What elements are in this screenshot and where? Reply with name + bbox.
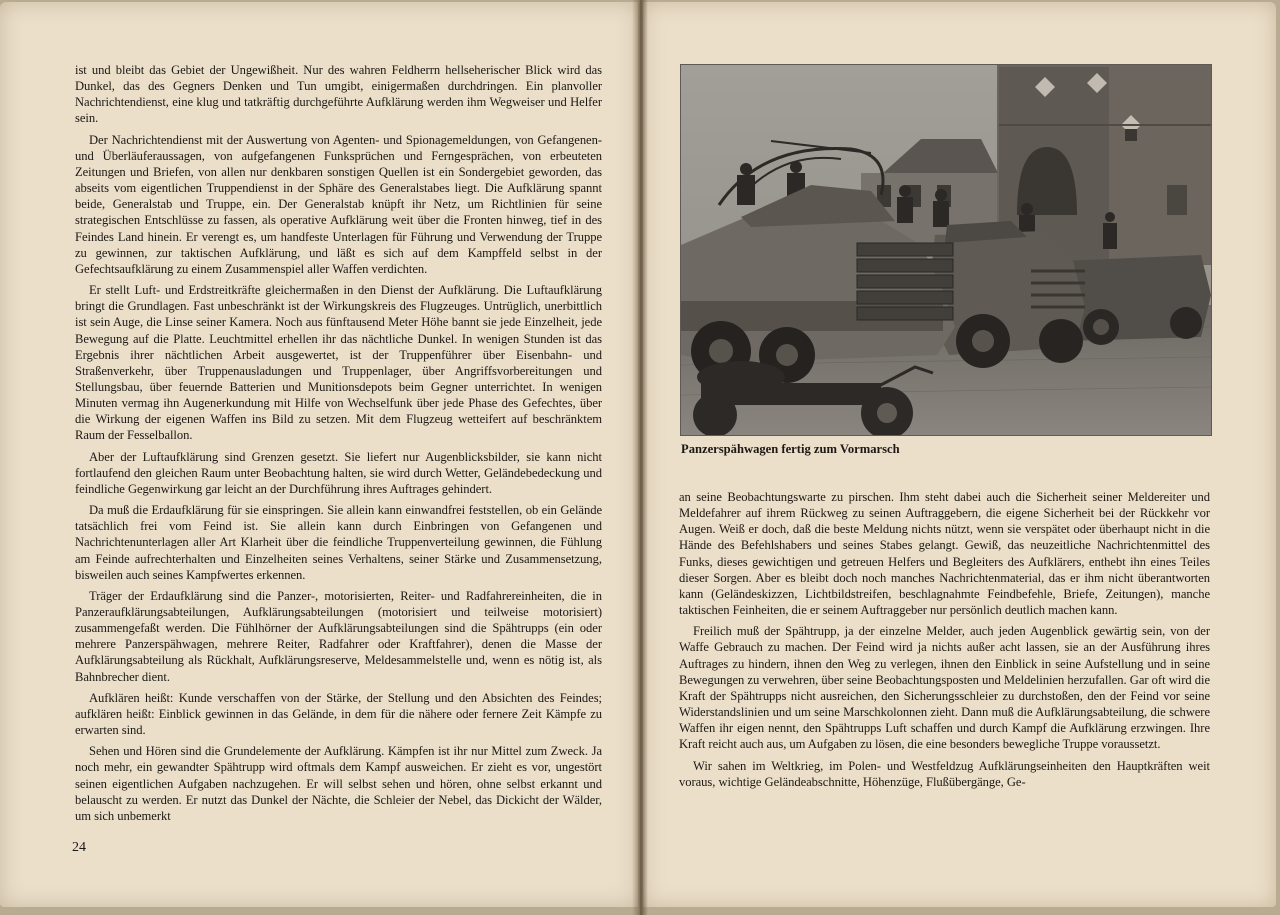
left-paragraph-6: Träger der Erdaufklärung sind die Panzer-, motorisierten, Reiter- und Radfahrereinheiten, die in Panzeraufklärungsabteilungen, Aufklärungsabteilungen (motorisiert und teilweise motorisiert) zusammengefaßt werden. Die Fühlhörner der Aufklärungsabteilungen sind die Spähtrupps (ein oder mehrere Panzerspähwagen, mehrere Reiter, Radfahrer oder Kraftfahrer), denen die Masse der Aufklärungsabteilung als Rückhalt, Aufklärungsreserve, Meldesammelstelle und, wenn es nötig ist, als Bahnbrecher dient. [75,588,602,684]
armored-cars-photo [680,64,1212,436]
left-paragraph-2: Der Nachrichtendienst mit der Auswertung von Agenten- und Spionagemeldungen, von Gefangenen- und Überläuferaussagen, von aufgefangenen Funksprüchen und Ferngesprächen, von erbeuteten Zeitungen und Briefen, von allen nur denkbaren sonstigen Quellen ist ein Sondergebiet geworden, das abseits vom eigentlichen Truppendienst in der Sphäre des Generalstabes liegt. Die Aufklärung spannt beide, Generalstab und Truppe, ein. Der Generalstab knüpft ihr Netz, um Richtlinien für seine strategischen Entschlüsse zu fassen, als operative Aufklärung weit über die Fronten hinweg, tief in des Feindes Land hinein. Er verengt es, um handfeste Unterlagen für Führung und Verwendung der Truppe zu gewinnen, zur taktischen Aufklärung, und läßt es sich auf dem Kampffeld selbst in der Gefechtsaufklärung zu einem Zusammenspiel aller Waffen verdichten. [75,132,602,276]
left-page-text [75,62,602,829]
left-page [0,2,638,907]
photo-caption: Panzerspähwagen fertig zum Vormarsch [681,442,900,456]
left-paragraph-1: ist und bleibt das Gebiet der Ungewißheit. Nur des wahren Feldherrn hellseherischer Blick wird das Dunkel, das des Gegners Denken und Tun umgibt, einigermaßen durchdringen. Ein planvoller Nachrichtendienst, eine klug und tatkräftig durchgeführte Aufklärung werden ihm Wegweiser und Helfer sein. [75,63,602,126]
book-gutter [632,0,648,915]
right-paragraph-1: an seine Beobachtungswarte zu pirschen. Ihm steht dabei auch die Sicherheit seiner Meldereiter und Meldefahrer auf ihrem Rückweg zu seinen Auftraggebern, die eigene Sicherheit bei der Rückkehr vor Augen. Weiß er doch, daß die beste Meldung nichts nützt, wenn sie verspätet oder überhaupt nicht in die Hände des Befehlshabers und seines Stabes gelangt. Gewiß, das neuzeitliche Nachrichtenmittel des Funks, dieses gewichtigen und getreuen Helfers und Begleiters des Aufklärers, enthebt ihn eines Teiles dieser Sorgen. Aber es bleibt doch noch manches Nachrichtenmaterial, das er ihm nicht überantworten kann (Geländeskizzen, Lichtbildstreifen, beschlagnahmte Feindbefehle, Briefe, Zeitungen), manche taktischen Feinheiten, die er seinem Auftraggeber nur persönlich deutlich machen kann. [679,490,1210,618]
page-number: 24 [72,840,86,855]
left-paragraph-8: Sehen und Hören sind die Grundelemente der Aufklärung. Kämpfen ist ihr nur Mittel zum Zweck. Ja noch mehr, ein gewandter Spähtrupp wird oftmals dem Kampf ausweichen. Er zieht es vor, ungestört seinen eigentlichen Aufgaben nachzugehen. Er will selbst sehen und hören, ohne selbst erkannt und belauscht zu werden. Er nutzt das Dunkel der Nächte, die Schleier der Nebel, das Dickicht der Wälder, um sich unbemerkt [75,744,602,823]
left-paragraph-3: Er stellt Luft- und Erdstreitkräfte gleichermaßen in den Dienst der Aufklärung. Die Luftaufklärung bringt die Grundlagen. Fast unbeschränkt ist der Wirkungskreis des Flugzeuges. Untrüglich, unerbittlich ist sein Auge, die Linse seiner Kamera. Noch aus fünftausend Meter Höhe bannt sie jede Einzelheit, jede Bewegung auf die Platte. Leuchtmittel erhellen ihr das nächtliche Dunkel. In wenigen Stunden ist das Ergebnis ihrer nächtlichen Arbeit ausgewertet, ist der Truppenführer über Eisenbahn- und Straßenverkehr, über Truppenausladungen und Truppenlager, über Angriffsvorbereitungen und Stellungsbau, über feuernde Batterien und Munitionsdepots beim Gegner unterrichtet. In wenigen Minuten vermag ihn Augenerkundung mit Hilfe von Wechselfunk über jede Phase des Gefechtes, über die Wirkung der eigenen Waffen ins Bild zu setzen. Mit dem Flugzeug wetteifert auf beschränktem Raum der Fesselballon. [75,283,602,443]
left-paragraph-4: Aber der Luftaufklärung sind Grenzen gesetzt. Sie liefert nur Augenblicksbilder, sie kann nicht fortlaufend den gleichen Raum unter Beobachtung halten, sie wird durch Wetter, Geländebedeckung und feindliche Gegenwirkung gar leicht an der Durchführung ihres Auftrages gehindert. [75,449,602,496]
left-paragraph-5: Da muß die Erdaufklärung für sie einspringen. Sie allein kann einwandfrei feststellen, ob ein Gelände tatsächlich frei vom Feind ist. Sie allein kann durch Einbringen von Gefangenen und Nachrichtenunterlagen aller Art Klarheit über die feindliche Truppenverteilung gewinnen, die Fühlung am Feinde aufrechterhalten und Einzelheiten seines Verhaltens, seiner Stärke und Zusammensetzung, bisweilen auch seines Kampfwertes erkennen. [75,503,602,582]
right-paragraph-3: Wir sahen im Weltkrieg, im Polen- und Westfeldzug Aufklärungseinheiten den Hauptkräften weit voraus, wichtige Geländeabschnitte, Höhenzüge, Flußübergänge, Ge- [679,758,1210,789]
right-page-text [679,489,1210,795]
left-paragraph-7: Aufklären heißt: Kunde verschaffen von der Stärke, der Stellung und den Absichten des Feindes; aufklären heißt: Einblick gewinnen in das Gelände, in dem für die nähere oder fernere Zeit Kämpfe zu erwarten sind. [75,690,602,738]
right-paragraph-2: Freilich muß der Spähtrupp, ja der einzelne Melder, auch jeden Augenblick gewärtig sein, von der Waffe Gebrauch zu machen. Der Feind wird ja nichts außer acht lassen, sie an der Ausführung ihres Auftrages zu hindern, ihnen den Weg zu verlegen, ihnen den Einblick in seine Aufstellung und in seine Bewegungen zu verwehren, über seine Beobachtungsposten und Meldelinien herzufallen. Gar oft wird die Kraft der Spähtrupps nicht ausreichen, den Sicherungsschleier zu durchstoßen, den der Feind vor seine Widerstandslinien und um seine Marschkolonnen zieht. Dann muß die Aufklärungsabteilung, die schwere Waffen ihr eigen nennt, den Spähtrupps Luft schaffen und durch Kampf die Aufklärung erzwingen. Ihre Kraft reicht auch aus, um Aufgaben zu lösen, die eine besonders bewegliche Truppe voraussetzt. [679,624,1210,752]
